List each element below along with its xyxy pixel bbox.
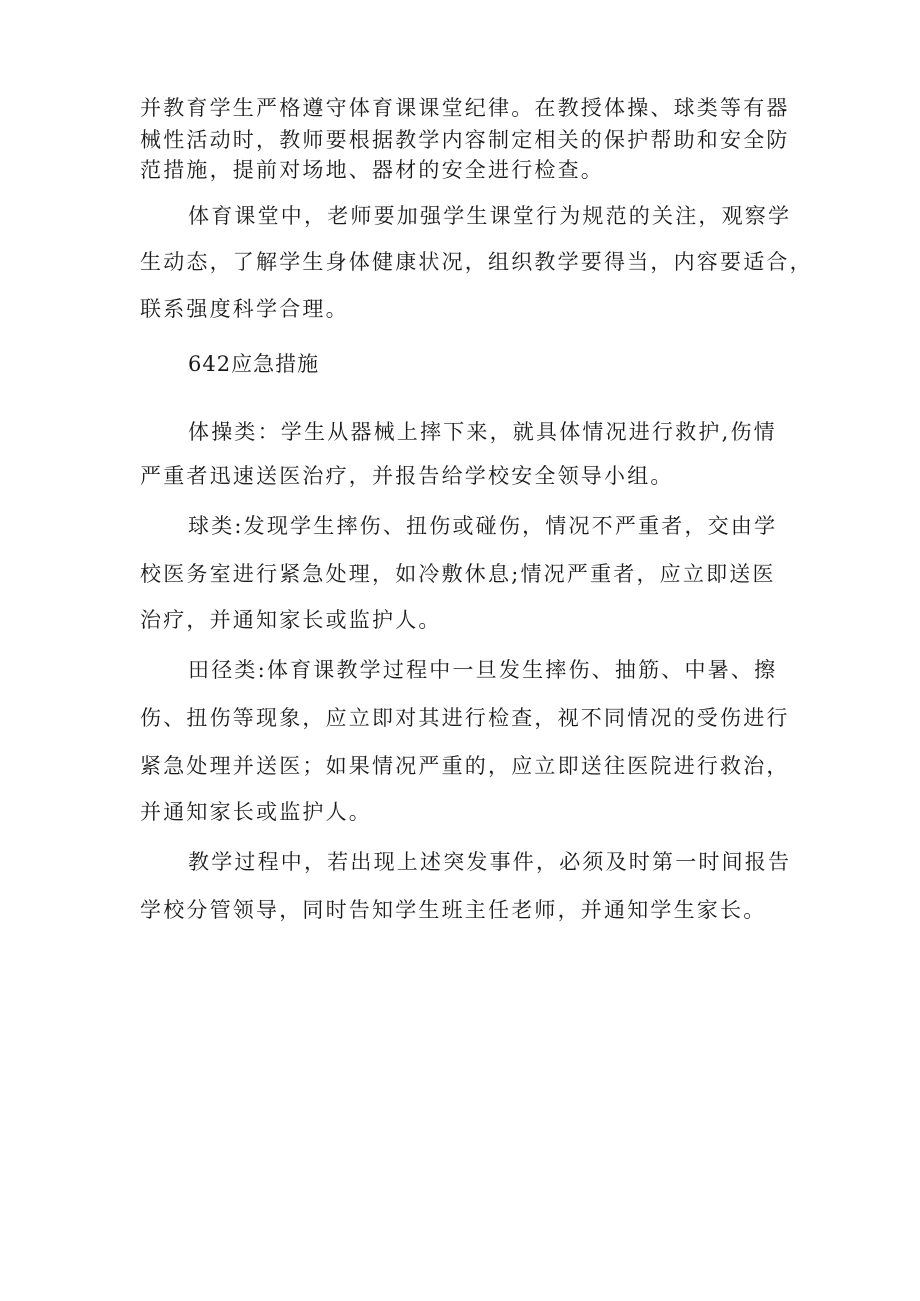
paragraph-1-line-1: 并教育学生严格遵守体育课课堂纪律。在教授体操、球类等有器: [140, 96, 790, 120]
paragraph-3-line-2: 严重者迅速送医治疗，并报告给学校安全领导小组。: [140, 464, 674, 488]
paragraph-4-line-2: 校医务室进行紧急处理，如冷敷休息;情况严重者，应立即送医: [140, 562, 776, 586]
paragraph-1-line-3: 范措施，提前对场地、器材的安全进行检查。: [140, 158, 604, 182]
paragraph-5-line-1: 田径类:体育课教学过程中一旦发生摔伤、抽筋、中暑、擦: [188, 658, 778, 682]
paragraph-3-line-1: 体操类：学生从器械上摔下来，就具体情况进行救护,伤情: [188, 420, 777, 444]
paragraph-4-line-3: 治疗，并通知家长或监护人。: [140, 608, 442, 632]
paragraph-5-line-2: 伤、扭伤等现象，应立即对其进行检查，视不同情况的受伤进行: [140, 706, 790, 730]
paragraph-5-line-4: 并通知家长或监护人。: [140, 800, 372, 824]
paragraph-2-line-3: 联系强度科学合理。: [140, 297, 349, 321]
section-heading: 642应急措施: [188, 352, 320, 376]
paragraph-2-line-1: 体育课堂中，老师要加强学生课堂行为规范的关注，观察学: [188, 204, 792, 228]
paragraph-6-line-2: 学校分管领导，同时告知学生班主任老师，并通知学生家长。: [140, 898, 767, 922]
paragraph-6-line-1: 教学过程中，若出现上述突发事件，必须及时第一时间报告: [188, 850, 792, 874]
paragraph-5-line-3: 紧急处理并送医；如果情况严重的，应立即送往医院进行救治，: [140, 754, 790, 778]
paragraph-2-line-2: 生动态，了解学生身体健康状况，组织教学要得当，内容要适合，: [140, 250, 813, 274]
paragraph-1-line-2: 械性活动时，教师要根据教学内容制定相关的保护帮助和安全防: [140, 128, 790, 152]
paragraph-4-line-1: 球类:发现学生摔伤、扭伤或碰伤，情况不严重者，交由学: [188, 514, 778, 538]
